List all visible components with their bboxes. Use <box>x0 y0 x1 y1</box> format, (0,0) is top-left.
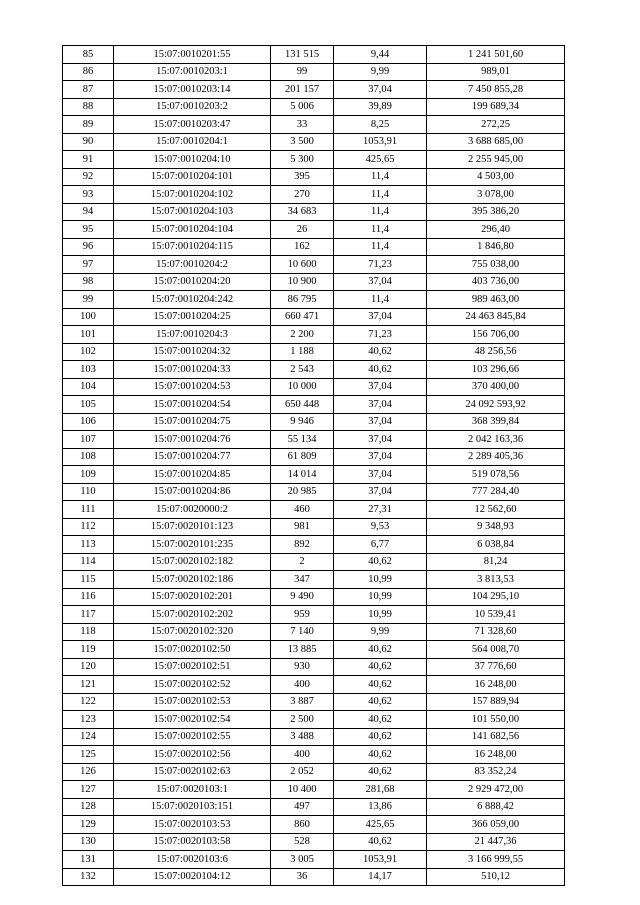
area-cell: 13 885 <box>271 641 334 659</box>
table-row <box>63 291 565 309</box>
cadastral-number-cell: 15:07:0020102:186 <box>114 571 271 589</box>
value-cell: 368 399,84 <box>427 413 565 431</box>
area-cell: 981 <box>271 518 334 536</box>
row-number-cell: 93 <box>63 186 114 204</box>
row-number-cell: 125 <box>63 746 114 764</box>
rate-cell: 37,04 <box>334 483 427 501</box>
row-number-cell: 95 <box>63 221 114 239</box>
area-cell: 34 683 <box>271 203 334 221</box>
table-row <box>63 711 565 729</box>
cadastral-number-cell: 15:07:0010204:20 <box>114 273 271 291</box>
table-row <box>63 133 565 151</box>
row-number-cell: 124 <box>63 728 114 746</box>
cadastral-number-cell: 15:07:0010204:102 <box>114 186 271 204</box>
cadastral-number-cell: 15:07:0020102:53 <box>114 693 271 711</box>
row-number-cell: 102 <box>63 343 114 361</box>
table-row <box>63 868 565 886</box>
table-row <box>63 186 565 204</box>
area-cell: 3 887 <box>271 693 334 711</box>
row-number-cell: 119 <box>63 641 114 659</box>
value-cell: 103 296,66 <box>427 361 565 379</box>
cadastral-number-cell: 15:07:0020102:55 <box>114 728 271 746</box>
value-cell: 37 776,60 <box>427 658 565 676</box>
area-cell: 14 014 <box>271 466 334 484</box>
value-cell: 510,12 <box>427 868 565 886</box>
cadastral-number-cell: 15:07:0020103:58 <box>114 833 271 851</box>
value-cell: 157 889,94 <box>427 693 565 711</box>
value-cell: 3 166 999,55 <box>427 851 565 869</box>
area-cell: 860 <box>271 816 334 834</box>
value-cell: 12 562,60 <box>427 501 565 519</box>
rate-cell: 27,31 <box>334 501 427 519</box>
cadastral-number-cell: 15:07:0020102:52 <box>114 676 271 694</box>
row-number-cell: 100 <box>63 308 114 326</box>
area-cell: 9 946 <box>271 413 334 431</box>
cadastral-number-cell: 15:07:0020102:320 <box>114 623 271 641</box>
area-cell: 9 490 <box>271 588 334 606</box>
rate-cell: 11,4 <box>334 168 427 186</box>
row-number-cell: 122 <box>63 693 114 711</box>
table-row <box>63 81 565 99</box>
table-row <box>63 518 565 536</box>
table-row <box>63 326 565 344</box>
row-number-cell: 132 <box>63 868 114 886</box>
area-cell: 650 448 <box>271 396 334 414</box>
area-cell: 2 200 <box>271 326 334 344</box>
row-number-cell: 128 <box>63 798 114 816</box>
table-row <box>63 763 565 781</box>
value-cell: 71 328,60 <box>427 623 565 641</box>
cadastral-number-cell: 15:07:0010204:101 <box>114 168 271 186</box>
row-number-cell: 106 <box>63 413 114 431</box>
area-cell: 3 500 <box>271 133 334 151</box>
cadastral-number-cell: 15:07:0020101:123 <box>114 518 271 536</box>
cadastral-number-cell: 15:07:0010204:33 <box>114 361 271 379</box>
row-number-cell: 105 <box>63 396 114 414</box>
area-cell: 400 <box>271 746 334 764</box>
value-cell: 3 813,53 <box>427 571 565 589</box>
row-number-cell: 116 <box>63 588 114 606</box>
cadastral-number-cell: 15:07:0020102:56 <box>114 746 271 764</box>
cadastral-number-cell: 15:07:0010203:1 <box>114 63 271 81</box>
table-row <box>63 798 565 816</box>
area-cell: 5 006 <box>271 98 334 116</box>
cadastral-number-cell: 15:07:0010201:55 <box>114 46 271 64</box>
row-number-cell: 126 <box>63 763 114 781</box>
row-number-cell: 101 <box>63 326 114 344</box>
value-cell: 2 042 163,36 <box>427 431 565 449</box>
table-row <box>63 238 565 256</box>
value-cell: 81,24 <box>427 553 565 571</box>
value-cell: 519 078,56 <box>427 466 565 484</box>
table-row <box>63 466 565 484</box>
cadastral-number-cell: 15:07:0020103:151 <box>114 798 271 816</box>
area-cell: 2 <box>271 553 334 571</box>
rate-cell: 37,04 <box>334 413 427 431</box>
table-row <box>63 396 565 414</box>
table-row <box>63 256 565 274</box>
area-cell: 395 <box>271 168 334 186</box>
value-cell: 1 241 501,60 <box>427 46 565 64</box>
cadastral-number-cell: 15:07:0020000:2 <box>114 501 271 519</box>
cadastral-number-cell: 15:07:0010204:54 <box>114 396 271 414</box>
row-number-cell: 99 <box>63 291 114 309</box>
value-cell: 156 706,00 <box>427 326 565 344</box>
area-cell: 1 188 <box>271 343 334 361</box>
cadastral-number-cell: 15:07:0020104:12 <box>114 868 271 886</box>
rate-cell: 40,62 <box>334 553 427 571</box>
value-cell: 9 348,93 <box>427 518 565 536</box>
cadastral-number-cell: 15:07:0010204:2 <box>114 256 271 274</box>
area-cell: 2 052 <box>271 763 334 781</box>
row-number-cell: 121 <box>63 676 114 694</box>
row-number-cell: 114 <box>63 553 114 571</box>
row-number-cell: 131 <box>63 851 114 869</box>
table-row <box>63 168 565 186</box>
table-row <box>63 588 565 606</box>
rate-cell: 1053,91 <box>334 133 427 151</box>
rate-cell: 37,04 <box>334 81 427 99</box>
value-cell: 755 038,00 <box>427 256 565 274</box>
rate-cell: 425,65 <box>334 151 427 169</box>
table-row <box>63 63 565 81</box>
cadastral-number-cell: 15:07:0010203:2 <box>114 98 271 116</box>
row-number-cell: 96 <box>63 238 114 256</box>
row-number-cell: 85 <box>63 46 114 64</box>
area-cell: 660 471 <box>271 308 334 326</box>
cadastral-number-cell: 15:07:0010204:115 <box>114 238 271 256</box>
value-cell: 989,01 <box>427 63 565 81</box>
row-number-cell: 113 <box>63 536 114 554</box>
table-row <box>63 431 565 449</box>
table-row <box>63 641 565 659</box>
area-cell: 460 <box>271 501 334 519</box>
value-cell: 21 447,36 <box>427 833 565 851</box>
area-cell: 3 488 <box>271 728 334 746</box>
row-number-cell: 117 <box>63 606 114 624</box>
cadastral-number-cell: 15:07:0020102:63 <box>114 763 271 781</box>
value-cell: 101 550,00 <box>427 711 565 729</box>
value-cell: 3 078,00 <box>427 186 565 204</box>
cadastral-number-cell: 15:07:0020102:54 <box>114 711 271 729</box>
rate-cell: 40,62 <box>334 676 427 694</box>
row-number-cell: 88 <box>63 98 114 116</box>
row-number-cell: 104 <box>63 378 114 396</box>
table-row <box>63 693 565 711</box>
rate-cell: 10,99 <box>334 606 427 624</box>
rate-cell: 8,25 <box>334 116 427 134</box>
rate-cell: 39,89 <box>334 98 427 116</box>
value-cell: 24 092 593,92 <box>427 396 565 414</box>
table-row <box>63 658 565 676</box>
table-row <box>63 553 565 571</box>
rate-cell: 37,04 <box>334 273 427 291</box>
rate-cell: 11,4 <box>334 291 427 309</box>
rate-cell: 9,99 <box>334 623 427 641</box>
table-row <box>63 833 565 851</box>
row-number-cell: 110 <box>63 483 114 501</box>
cadastral-number-cell: 15:07:0010204:75 <box>114 413 271 431</box>
row-number-cell: 107 <box>63 431 114 449</box>
area-cell: 400 <box>271 676 334 694</box>
rate-cell: 425,65 <box>334 816 427 834</box>
cadastral-number-cell: 15:07:0020102:201 <box>114 588 271 606</box>
cadastral-number-cell: 15:07:0020102:202 <box>114 606 271 624</box>
cadastral-number-cell: 15:07:0010204:76 <box>114 431 271 449</box>
cadastral-number-cell: 15:07:0010204:104 <box>114 221 271 239</box>
rate-cell: 71,23 <box>334 256 427 274</box>
rate-cell: 37,04 <box>334 466 427 484</box>
row-number-cell: 129 <box>63 816 114 834</box>
value-cell: 6 888,42 <box>427 798 565 816</box>
cadastral-number-cell: 15:07:0020102:50 <box>114 641 271 659</box>
value-cell: 83 352,24 <box>427 763 565 781</box>
value-cell: 10 539,41 <box>427 606 565 624</box>
rate-cell: 71,23 <box>334 326 427 344</box>
value-cell: 199 689,34 <box>427 98 565 116</box>
table-row <box>63 151 565 169</box>
area-cell: 7 140 <box>271 623 334 641</box>
row-number-cell: 120 <box>63 658 114 676</box>
cadastral-number-cell: 15:07:0010204:32 <box>114 343 271 361</box>
rate-cell: 40,62 <box>334 693 427 711</box>
value-cell: 1 846,80 <box>427 238 565 256</box>
table-row <box>63 571 565 589</box>
cadastral-number-cell: 15:07:0010204:25 <box>114 308 271 326</box>
table-row <box>63 728 565 746</box>
rate-cell: 40,62 <box>334 343 427 361</box>
area-cell: 26 <box>271 221 334 239</box>
cadastral-number-cell: 15:07:0020103:53 <box>114 816 271 834</box>
area-cell: 892 <box>271 536 334 554</box>
rate-cell: 10,99 <box>334 571 427 589</box>
area-cell: 959 <box>271 606 334 624</box>
row-number-cell: 94 <box>63 203 114 221</box>
area-cell: 36 <box>271 868 334 886</box>
row-number-cell: 130 <box>63 833 114 851</box>
row-number-cell: 108 <box>63 448 114 466</box>
value-cell: 141 682,56 <box>427 728 565 746</box>
rate-cell: 281,68 <box>334 781 427 799</box>
area-cell: 528 <box>271 833 334 851</box>
area-cell: 2 500 <box>271 711 334 729</box>
cadastral-number-cell: 15:07:0010204:242 <box>114 291 271 309</box>
table-row <box>63 98 565 116</box>
table-row <box>63 273 565 291</box>
table-row <box>63 308 565 326</box>
cadastral-number-cell: 15:07:0010204:10 <box>114 151 271 169</box>
area-cell: 86 795 <box>271 291 334 309</box>
cadastral-number-cell: 15:07:0010203:47 <box>114 116 271 134</box>
value-cell: 272,25 <box>427 116 565 134</box>
cadastral-number-cell: 15:07:0010204:53 <box>114 378 271 396</box>
value-cell: 3 688 685,00 <box>427 133 565 151</box>
row-number-cell: 109 <box>63 466 114 484</box>
table-row <box>63 343 565 361</box>
value-cell: 16 248,00 <box>427 676 565 694</box>
table-row <box>63 536 565 554</box>
area-cell: 10 400 <box>271 781 334 799</box>
area-cell: 497 <box>271 798 334 816</box>
rate-cell: 13,86 <box>334 798 427 816</box>
cadastral-number-cell: 15:07:0010203:14 <box>114 81 271 99</box>
table-row <box>63 378 565 396</box>
value-cell: 370 400,00 <box>427 378 565 396</box>
value-cell: 777 284,40 <box>427 483 565 501</box>
cadastral-number-cell: 15:07:0010204:86 <box>114 483 271 501</box>
rate-cell: 40,62 <box>334 658 427 676</box>
value-cell: 4 503,00 <box>427 168 565 186</box>
row-number-cell: 91 <box>63 151 114 169</box>
rate-cell: 37,04 <box>334 448 427 466</box>
rate-cell: 40,62 <box>334 746 427 764</box>
row-number-cell: 123 <box>63 711 114 729</box>
area-cell: 201 157 <box>271 81 334 99</box>
row-number-cell: 97 <box>63 256 114 274</box>
row-number-cell: 115 <box>63 571 114 589</box>
table-row <box>63 116 565 134</box>
value-cell: 403 736,00 <box>427 273 565 291</box>
rate-cell: 11,4 <box>334 221 427 239</box>
table-row <box>63 203 565 221</box>
row-number-cell: 87 <box>63 81 114 99</box>
cadastral-number-cell: 15:07:0010204:3 <box>114 326 271 344</box>
area-cell: 347 <box>271 571 334 589</box>
area-cell: 162 <box>271 238 334 256</box>
value-cell: 989 463,00 <box>427 291 565 309</box>
rate-cell: 11,4 <box>334 203 427 221</box>
cadastral-number-cell: 15:07:0020101:235 <box>114 536 271 554</box>
rate-cell: 11,4 <box>334 186 427 204</box>
value-cell: 366 059,00 <box>427 816 565 834</box>
table-row <box>63 676 565 694</box>
value-cell: 16 248,00 <box>427 746 565 764</box>
table-row <box>63 623 565 641</box>
row-number-cell: 86 <box>63 63 114 81</box>
area-cell: 33 <box>271 116 334 134</box>
table-row <box>63 851 565 869</box>
area-cell: 61 809 <box>271 448 334 466</box>
cadastral-number-cell: 15:07:0020102:51 <box>114 658 271 676</box>
rate-cell: 40,62 <box>334 641 427 659</box>
cadastral-number-cell: 15:07:0020103:1 <box>114 781 271 799</box>
rate-cell: 40,62 <box>334 763 427 781</box>
table-row <box>63 781 565 799</box>
table-row <box>63 501 565 519</box>
area-cell: 99 <box>271 63 334 81</box>
area-cell: 10 000 <box>271 378 334 396</box>
rate-cell: 9,44 <box>334 46 427 64</box>
area-cell: 20 985 <box>271 483 334 501</box>
rate-cell: 37,04 <box>334 396 427 414</box>
row-number-cell: 127 <box>63 781 114 799</box>
row-number-cell: 90 <box>63 133 114 151</box>
cadastral-number-cell: 15:07:0010204:1 <box>114 133 271 151</box>
rate-cell: 9,53 <box>334 518 427 536</box>
rate-cell: 10,99 <box>334 588 427 606</box>
rate-cell: 37,04 <box>334 308 427 326</box>
table-row <box>63 448 565 466</box>
value-cell: 2 929 472,00 <box>427 781 565 799</box>
row-number-cell: 112 <box>63 518 114 536</box>
area-cell: 930 <box>271 658 334 676</box>
table-row <box>63 816 565 834</box>
rate-cell: 11,4 <box>334 238 427 256</box>
area-cell: 2 543 <box>271 361 334 379</box>
value-cell: 48 256,56 <box>427 343 565 361</box>
value-cell: 564 008,70 <box>427 641 565 659</box>
table-row <box>63 413 565 431</box>
row-number-cell: 118 <box>63 623 114 641</box>
value-cell: 24 463 845,84 <box>427 308 565 326</box>
area-cell: 270 <box>271 186 334 204</box>
row-number-cell: 111 <box>63 501 114 519</box>
cadastral-number-cell: 15:07:0010204:103 <box>114 203 271 221</box>
area-cell: 10 900 <box>271 273 334 291</box>
rate-cell: 9,99 <box>334 63 427 81</box>
area-cell: 5 300 <box>271 151 334 169</box>
table-row <box>63 483 565 501</box>
value-cell: 6 038,84 <box>427 536 565 554</box>
rate-cell: 6,77 <box>334 536 427 554</box>
value-cell: 395 386,20 <box>427 203 565 221</box>
data-table <box>62 45 565 886</box>
rate-cell: 40,62 <box>334 711 427 729</box>
table-row <box>63 221 565 239</box>
row-number-cell: 98 <box>63 273 114 291</box>
row-number-cell: 103 <box>63 361 114 379</box>
area-cell: 10 600 <box>271 256 334 274</box>
rate-cell: 37,04 <box>334 378 427 396</box>
area-cell: 3 005 <box>271 851 334 869</box>
table-row <box>63 46 565 64</box>
area-cell: 131 515 <box>271 46 334 64</box>
rate-cell: 14,17 <box>334 868 427 886</box>
rate-cell: 40,62 <box>334 833 427 851</box>
rate-cell: 37,04 <box>334 431 427 449</box>
value-cell: 2 289 405,36 <box>427 448 565 466</box>
cadastral-number-cell: 15:07:0020103:6 <box>114 851 271 869</box>
rate-cell: 1053,91 <box>334 851 427 869</box>
cadastral-number-cell: 15:07:0010204:77 <box>114 448 271 466</box>
value-cell: 2 255 945,00 <box>427 151 565 169</box>
rate-cell: 40,62 <box>334 361 427 379</box>
cadastral-number-cell: 15:07:0020102:182 <box>114 553 271 571</box>
row-number-cell: 89 <box>63 116 114 134</box>
value-cell: 104 295,10 <box>427 588 565 606</box>
rate-cell: 40,62 <box>334 728 427 746</box>
area-cell: 55 134 <box>271 431 334 449</box>
table-row <box>63 746 565 764</box>
table-row <box>63 606 565 624</box>
table-row <box>63 361 565 379</box>
value-cell: 7 450 855,28 <box>427 81 565 99</box>
cadastral-number-cell: 15:07:0010204:85 <box>114 466 271 484</box>
value-cell: 296,40 <box>427 221 565 239</box>
table-body <box>63 46 565 886</box>
row-number-cell: 92 <box>63 168 114 186</box>
